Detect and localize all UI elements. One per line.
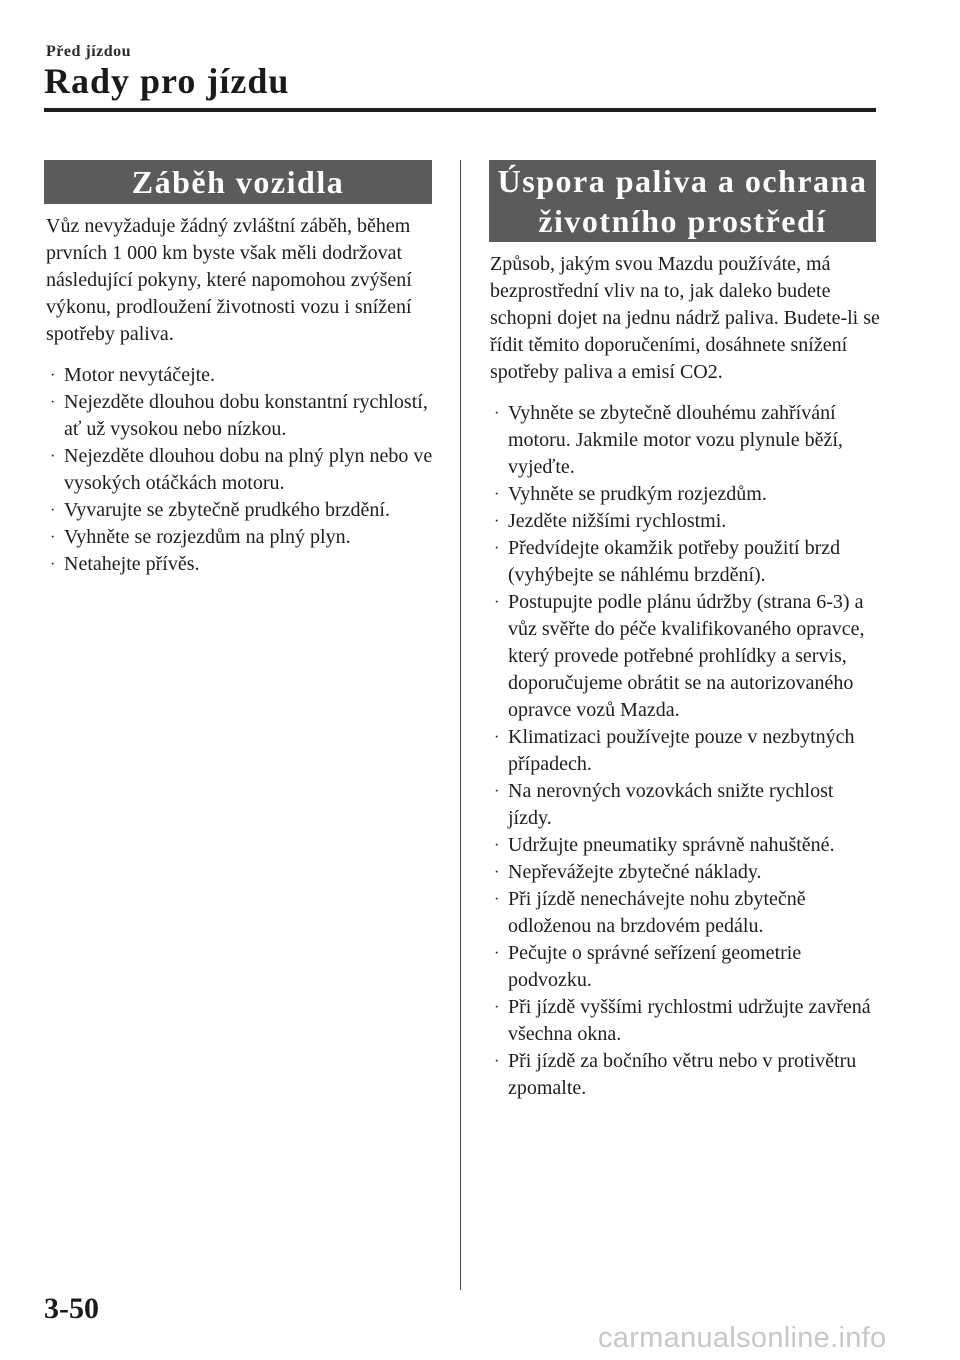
bullet-icon: · — [50, 529, 56, 546]
column-divider — [460, 160, 461, 1290]
bullet-icon: · — [494, 864, 500, 881]
list-item: · Jezděte nižšími rychlostmi. — [490, 508, 882, 535]
section-heading-line: životního prostředí — [538, 203, 827, 239]
list-item: · Nejezděte dlouhou dobu konstantní rychlostí, ať už vysokou nebo nízkou. — [50, 391, 428, 440]
bullet-icon: · — [50, 448, 56, 465]
bullet-icon: · — [494, 540, 500, 557]
list-item: · Postupujte podle plánu údržby (strana 6-3) a vůz svěřte do péče kvalifikovaného opravce, který provede potřebné prohlídky a servis, doporučujeme obrátit se na autorizovaného opravce vozů Mazda. — [494, 591, 865, 721]
section-heading-text: Záběh vozidla — [131, 163, 345, 200]
list-item: · Pečujte o správné seřízení geometrie podvozku. — [494, 942, 802, 991]
list-item: · Udržujte pneumatiky správně nahuštěné. — [490, 832, 882, 859]
list-item: · Při jízdě nenechávejte nohu zbytečně odloženou na brzdovém pedálu. — [494, 888, 806, 937]
section-heading-fuel-economy — [489, 160, 876, 242]
list-item: · Vyvarujte se zbytečně prudkého brzdění. — [46, 497, 446, 524]
section-heading-break-in — [44, 160, 432, 204]
bullet-icon: · — [50, 394, 56, 411]
list-item: · Motor nevytáčejte. — [46, 362, 446, 389]
section-heading-line: Úspora paliva a ochrana — [497, 163, 868, 199]
watermark: carmanualsonline.info — [598, 1322, 887, 1354]
bullet-list — [490, 400, 882, 1102]
section-intro: Způsob, jakým svou Mazdu používáte, má bezprostřední vliv na to, jak daleko budete schopni dojet na jednu nádrž paliva. Budete-li se řídit těmito doporučeními, dosáhnete snížení spotřeby paliva a emisí CO2. — [490, 253, 880, 383]
bullet-icon: · — [494, 594, 500, 611]
bullet-list — [46, 362, 446, 578]
right-column — [490, 251, 882, 1102]
list-item: · Klimatizaci používejte pouze v nezbytných případech. — [494, 726, 855, 775]
list-item: · Při jízdě za bočního větru nebo v protivětru zpomalte. — [494, 1050, 857, 1099]
bullet-icon: · — [50, 502, 56, 519]
bullet-icon: · — [494, 945, 500, 962]
bullet-icon: · — [494, 837, 500, 854]
bullet-icon: · — [494, 1053, 500, 1070]
breadcrumb: Před jízdou — [46, 43, 132, 60]
list-item: · Při jízdě vyššími rychlostmi udržujte zavřená všechna okna. — [494, 996, 871, 1045]
bullet-icon: · — [494, 513, 500, 530]
bullet-icon: · — [494, 891, 500, 908]
list-item: · Vyhněte se prudkým rozjezdům. — [490, 481, 882, 508]
section-intro: Vůz nevyžaduje žádný zvláštní záběh, během prvních 1 000 km byste však měli dodržovat následující pokyny, které napomohou zvýšení výkonu, prodloužení životnosti vozu i snížení spotřeby paliva. — [46, 215, 412, 345]
bullet-icon: · — [50, 367, 56, 384]
bullet-icon: · — [494, 486, 500, 503]
list-item: · Nejezděte dlouhou dobu na plný plyn nebo ve vysokých otáčkách motoru. — [50, 445, 433, 494]
page-number: 3-50 — [44, 1292, 99, 1325]
list-item: · Netahejte přívěs. — [46, 551, 446, 578]
header-divider — [44, 108, 876, 112]
list-item: · Vyhněte se zbytečně dlouhému zahřívání motoru. Jakmile motor vozu plynule běží, vyjeďte. — [494, 402, 843, 478]
list-item: · Vyhněte se rozjezdům na plný plyn. — [46, 524, 446, 551]
list-item: · Na nerovných vozovkách snižte rychlost jízdy. — [494, 780, 834, 829]
list-item: · Předvídejte okamžik potřeby použití brzd (vyhýbejte se náhlému brzdění). — [494, 537, 841, 586]
bullet-icon: · — [494, 405, 500, 422]
list-item: · Nepřevážejte zbytečné náklady. — [490, 859, 882, 886]
bullet-icon: · — [494, 999, 500, 1016]
bullet-icon: · — [50, 556, 56, 573]
bullet-icon: · — [494, 729, 500, 746]
page-title: Rady pro jízdu — [44, 61, 290, 101]
left-column — [46, 213, 446, 578]
bullet-icon: · — [494, 783, 500, 800]
